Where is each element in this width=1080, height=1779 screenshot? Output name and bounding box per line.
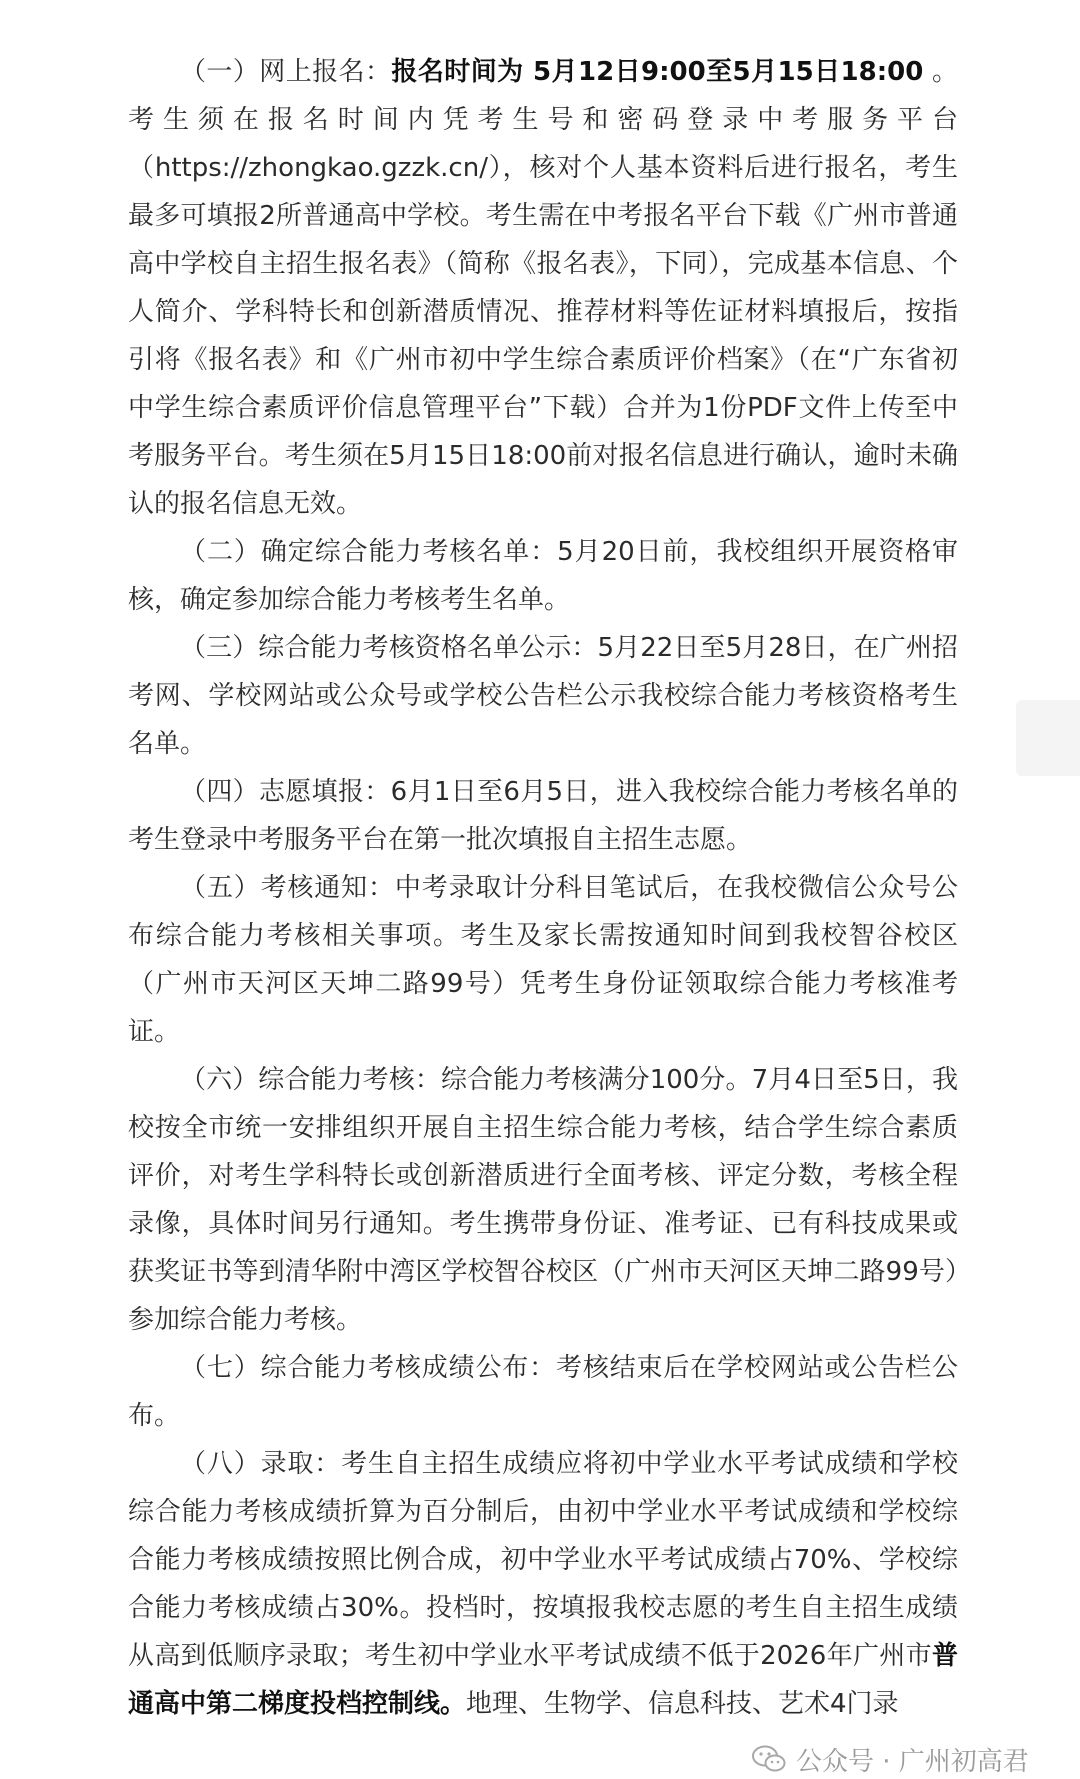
registration-time-highlight: 报名时间为 5月12日9:00至5月15日18:00 [391,57,924,87]
paragraph-text: 。考生须在报名时间内凭考生号和密码登录中考服务平台（https://zhongkao.gzzk.cn/），核对个人基本资料后进行报名，考生最多可填报2所普通高中学校。考生需在中考报名平台下载《广州市普通高中学校自主招生报名表》（简称《报名表》，下同），完成基本信息、个人简介、学科特长和创新潜质情况、推荐材料等佐证材料填报后，按指引将《报名表》和《广州市初中学生综合素质评价档案》（在“广东省初中学生综合素质评价信息管理平台”下载）合并为1份PDF文件上传至中考服务平台。考生须在5月15日18:00前对报名信息进行确认，逾时未确认的报名信息无效。 [128,57,958,519]
watermark [752,1742,1029,1776]
paragraph-preference-filing: （四）志愿填报：6月1日至6月5日，进入我校综合能力考核名单的考生登录中考服务平台在第一批次填报自主招生志愿。 [128,777,958,855]
side-edge-mark [1016,700,1080,776]
paragraph-online-registration [128,48,958,528]
document-body [128,48,958,1728]
paragraph-score-publication: （七）综合能力考核成绩公布：考核结束后在学校网站或公告栏公布。 [128,1353,958,1431]
paragraph-lead: （一）网上报名： [180,57,392,87]
paragraph-assessment-notice: （五）考核通知：中考录取计分科目笔试后，在我校微信公众号公布综合能力考核相关事项。考生及家长需按通知时间到我校智谷校区（广州市天河区天坤二路99号）凭考生身份证领取综合能力考核准考证。 [128,873,958,1047]
control-line-highlight: 普通高中第二梯度投档控制线。 [128,1641,958,1719]
paragraph-list-announcement: （三）综合能力考核资格名单公示：5月22日至5月28日，在广州招考网、学校网站或公众号或学校公告栏公示我校综合能力考核资格考生名单。 [128,633,958,759]
wechat-icon [752,1745,786,1773]
paragraph-assessment-list: （二）确定综合能力考核名单：5月20日前，我校组织开展资格审核，确定参加综合能力考核考生名单。 [128,537,958,615]
paragraph-admission [128,1440,958,1728]
paragraph-text: 地理、生物学、信息科技、艺术4门录 [466,1689,899,1719]
paragraph-text: （八）录取：考生自主招生成绩应将初中学业水平考试成绩和学校综合能力考核成绩折算为百分制后，由初中学业水平考试成绩和学校综合能力考核成绩按照比例合成，初中学业水平考试成绩占70%、学校综合能力考核成绩占30%。投档时，按填报我校志愿的考生自主招生成绩从高到低顺序录取；考生初中学业水平考试成绩不低于2026年广州市 [128,1449,958,1671]
watermark-label: 公众号 · 广州初高君 [796,1746,1029,1777]
paragraph-comprehensive-assessment: （六）综合能力考核：综合能力考核满分100分。7月4日至5日，我校按全市统一安排组织开展自主招生综合能力考核，结合学生综合素质评价，对考生学科特长或创新潜质进行全面考核、评定分数，考核全程录像，具体时间另行通知。考生携带身份证、准考证、已有科技成果或获奖证书等到清华附中湾区学校智谷校区（广州市天河区天坤二路99号）参加综合能力考核。 [128,1065,958,1335]
